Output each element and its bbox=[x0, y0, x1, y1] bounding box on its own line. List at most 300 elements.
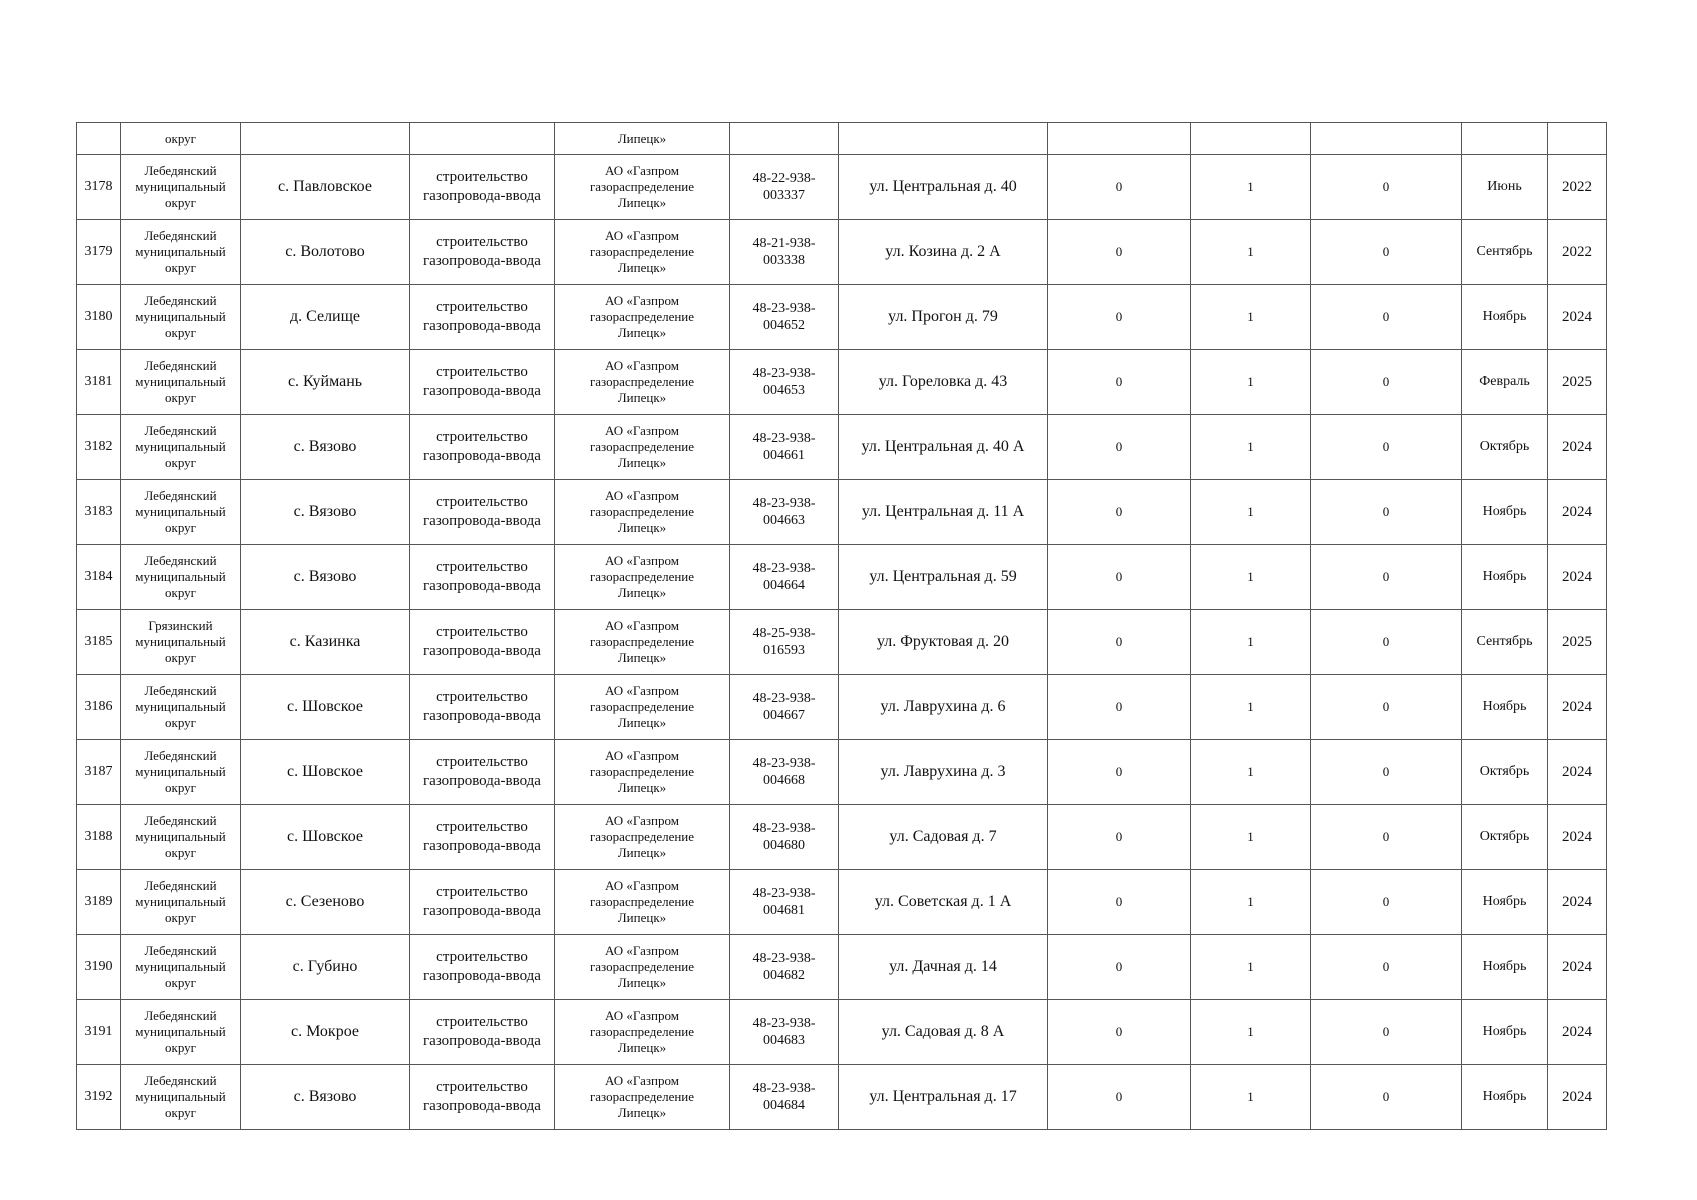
cell-code bbox=[730, 935, 839, 1000]
v2-text: 1 bbox=[1247, 634, 1254, 649]
cell-locality bbox=[241, 1065, 410, 1130]
code-text: 48-23-938- 004684 bbox=[752, 1081, 816, 1113]
table-row bbox=[77, 350, 1607, 415]
cell-locality bbox=[241, 220, 410, 285]
v3-text: 0 bbox=[1382, 504, 1390, 519]
cell-num bbox=[77, 285, 121, 350]
cell-locality bbox=[241, 480, 410, 545]
organization-text: АО «Газпром газораспределение Липецк» bbox=[589, 228, 695, 275]
v2-text: 1 bbox=[1247, 179, 1254, 194]
cell-code bbox=[730, 123, 839, 155]
address-text: ул. Советская д. 1 А bbox=[874, 893, 1012, 910]
work-text: строительство газопровода-ввода bbox=[423, 949, 541, 984]
cell-district bbox=[121, 610, 241, 675]
cell-address bbox=[839, 935, 1048, 1000]
cell-district bbox=[121, 1000, 241, 1065]
organization-text: АО «Газпром газораспределение Липецк» bbox=[589, 1073, 695, 1120]
cell-district bbox=[121, 415, 241, 480]
table-row bbox=[77, 870, 1607, 935]
district-text: Лебедянский муниципальный округ bbox=[135, 293, 226, 340]
cell-v1 bbox=[1048, 480, 1191, 545]
cell-locality bbox=[241, 870, 410, 935]
cell-year bbox=[1548, 870, 1607, 935]
cell-work bbox=[410, 805, 555, 870]
num-text: 3188 bbox=[84, 829, 113, 844]
cell-address bbox=[839, 545, 1048, 610]
year-text: 2025 bbox=[1562, 373, 1592, 390]
cell-year bbox=[1548, 1000, 1607, 1065]
cell-month bbox=[1462, 935, 1548, 1000]
cell-organization bbox=[555, 1065, 730, 1130]
organization-text: АО «Газпром газораспределение Липецк» bbox=[589, 1008, 695, 1055]
cell-num bbox=[77, 123, 121, 155]
cell-v2 bbox=[1191, 1065, 1311, 1130]
cell-month bbox=[1462, 350, 1548, 415]
v3-text: 0 bbox=[1382, 634, 1390, 649]
cell-work bbox=[410, 870, 555, 935]
locality-text: с. Вязово bbox=[293, 438, 357, 455]
cell-v3 bbox=[1311, 935, 1462, 1000]
district-text: Лебедянский муниципальный округ bbox=[135, 813, 226, 860]
cell-year bbox=[1548, 1065, 1607, 1130]
work-text: строительство газопровода-ввода bbox=[423, 689, 541, 724]
v2-text: 1 bbox=[1247, 569, 1254, 584]
code-text: 48-23-938- 004680 bbox=[752, 821, 816, 853]
cell-v1 bbox=[1048, 123, 1191, 155]
v3-text: 0 bbox=[1382, 699, 1390, 714]
v2-text: 1 bbox=[1247, 699, 1254, 714]
cell-num bbox=[77, 740, 121, 805]
cell-v2 bbox=[1191, 415, 1311, 480]
locality-text: с. Вязово bbox=[293, 568, 357, 585]
cell-code bbox=[730, 610, 839, 675]
v1-text: 0 bbox=[1115, 1024, 1123, 1039]
locality-text: с. Вязово bbox=[293, 503, 357, 520]
year-text: 2024 bbox=[1562, 763, 1592, 780]
cell-year bbox=[1548, 675, 1607, 740]
year-text: 2025 bbox=[1562, 633, 1592, 650]
work-text: строительство газопровода-ввода bbox=[423, 559, 541, 594]
cell-code bbox=[730, 675, 839, 740]
address-text: ул. Центральная д. 40 А bbox=[861, 438, 1025, 455]
num-text: 3179 bbox=[84, 244, 113, 259]
cell-work bbox=[410, 123, 555, 155]
v3-text: 0 bbox=[1382, 569, 1390, 584]
cell-code bbox=[730, 870, 839, 935]
code-text: 48-23-938- 004661 bbox=[752, 431, 816, 463]
cell-organization bbox=[555, 740, 730, 805]
cell-year bbox=[1548, 155, 1607, 220]
code-text: 48-23-938- 004667 bbox=[752, 691, 816, 723]
month-text: Октябрь bbox=[1479, 439, 1530, 454]
organization-text: АО «Газпром газораспределение Липецк» bbox=[589, 748, 695, 795]
organization-text: АО «Газпром газораспределение Липецк» bbox=[589, 618, 695, 665]
cell-v3 bbox=[1311, 870, 1462, 935]
year-text: 2024 bbox=[1562, 438, 1592, 455]
month-text: Ноябрь bbox=[1482, 1024, 1527, 1039]
address-text: ул. Лаврухина д. 3 bbox=[880, 763, 1006, 780]
cell-organization bbox=[555, 1000, 730, 1065]
organization-text: АО «Газпром газораспределение Липецк» bbox=[589, 293, 695, 340]
code-text: 48-23-938- 004663 bbox=[752, 496, 816, 528]
cell-work bbox=[410, 480, 555, 545]
cell-month bbox=[1462, 1000, 1548, 1065]
cell-month bbox=[1462, 1065, 1548, 1130]
cell-work bbox=[410, 675, 555, 740]
organization-text: АО «Газпром газораспределение Липецк» bbox=[589, 163, 695, 210]
cell-work bbox=[410, 1065, 555, 1130]
num-text: 3185 bbox=[84, 634, 113, 649]
v3-text: 0 bbox=[1382, 1024, 1390, 1039]
continuation-row bbox=[77, 123, 1607, 155]
cell-locality bbox=[241, 805, 410, 870]
cell-locality bbox=[241, 610, 410, 675]
v3-text: 0 bbox=[1382, 244, 1390, 259]
cell-district bbox=[121, 480, 241, 545]
cell-address bbox=[839, 155, 1048, 220]
cell-organization: Липецк» bbox=[555, 123, 730, 155]
cell-num bbox=[77, 220, 121, 285]
code-text: 48-23-938- 004681 bbox=[752, 886, 816, 918]
cell-district bbox=[121, 350, 241, 415]
cell-district: округ bbox=[121, 123, 241, 155]
cell-month bbox=[1462, 155, 1548, 220]
cell-v3 bbox=[1311, 350, 1462, 415]
code-text: 48-25-938- 016593 bbox=[752, 626, 816, 658]
cell-district bbox=[121, 285, 241, 350]
cell-district bbox=[121, 675, 241, 740]
address-text: ул. Прогон д. 79 bbox=[888, 308, 998, 325]
district-text: Грязинский муниципальный округ bbox=[135, 618, 226, 665]
locality-text: с. Губино bbox=[292, 958, 358, 975]
cell-num bbox=[77, 675, 121, 740]
locality-text: с. Павловское bbox=[278, 178, 372, 195]
v1-text: 0 bbox=[1115, 1089, 1123, 1104]
address-text: ул. Центральная д. 17 bbox=[869, 1088, 1017, 1105]
cell-num bbox=[77, 1000, 121, 1065]
cell-code bbox=[730, 350, 839, 415]
cell-year bbox=[1548, 350, 1607, 415]
year-text: 2024 bbox=[1562, 1023, 1592, 1040]
code-text: 48-22-938- 003337 bbox=[752, 171, 816, 203]
table-row bbox=[77, 1000, 1607, 1065]
num-text: 3192 bbox=[84, 1089, 113, 1104]
locality-text: с. Шовское bbox=[286, 763, 364, 780]
code-text: 48-23-938- 004652 bbox=[752, 301, 816, 333]
locality-text: с. Сезеново bbox=[285, 893, 365, 910]
cell-address bbox=[839, 350, 1048, 415]
cell-year bbox=[1548, 935, 1607, 1000]
v2-text: 1 bbox=[1247, 309, 1254, 324]
cell-v1 bbox=[1048, 350, 1191, 415]
cell-locality bbox=[241, 350, 410, 415]
month-text: Октябрь bbox=[1479, 764, 1530, 779]
address-text: ул. Центральная д. 59 bbox=[869, 568, 1017, 585]
table-row bbox=[77, 805, 1607, 870]
v2-text: 1 bbox=[1247, 244, 1254, 259]
cell-code bbox=[730, 415, 839, 480]
table-row bbox=[77, 220, 1607, 285]
cell-organization bbox=[555, 935, 730, 1000]
code-text: 48-23-938- 004668 bbox=[752, 756, 816, 788]
address-text: ул. Садовая д. 8 А bbox=[881, 1023, 1005, 1040]
cell-v2 bbox=[1191, 935, 1311, 1000]
num-text: 3182 bbox=[84, 439, 113, 454]
cell-locality bbox=[241, 123, 410, 155]
v1-text: 0 bbox=[1115, 179, 1123, 194]
cell-organization bbox=[555, 350, 730, 415]
cell-district bbox=[121, 870, 241, 935]
locality-text: с. Мокрое bbox=[291, 1023, 359, 1040]
num-text: 3183 bbox=[84, 504, 113, 519]
cell-v1 bbox=[1048, 740, 1191, 805]
cell-month bbox=[1462, 545, 1548, 610]
cell-organization bbox=[555, 675, 730, 740]
num-text: 3187 bbox=[84, 764, 113, 779]
address-text: ул. Центральная д. 40 bbox=[869, 178, 1017, 195]
cell-v3 bbox=[1311, 1000, 1462, 1065]
work-text: строительство газопровода-ввода bbox=[423, 494, 541, 529]
v1-text: 0 bbox=[1115, 309, 1123, 324]
month-text: Сентябрь bbox=[1476, 244, 1533, 259]
cell-v3 bbox=[1311, 610, 1462, 675]
cell-num bbox=[77, 805, 121, 870]
cell-v2 bbox=[1191, 480, 1311, 545]
locality-text: с. Волотово bbox=[285, 243, 365, 260]
num-text: 3190 bbox=[84, 959, 113, 974]
cell-locality bbox=[241, 545, 410, 610]
cell-code bbox=[730, 285, 839, 350]
cell-address bbox=[839, 805, 1048, 870]
cell-address bbox=[839, 285, 1048, 350]
cell-work bbox=[410, 155, 555, 220]
cell-locality bbox=[241, 740, 410, 805]
year-text: 2024 bbox=[1562, 828, 1592, 845]
cell-organization bbox=[555, 545, 730, 610]
organization-text: АО «Газпром газораспределение Липецк» bbox=[589, 813, 695, 860]
v1-text: 0 bbox=[1115, 959, 1123, 974]
cell-month bbox=[1462, 805, 1548, 870]
cell-year bbox=[1548, 545, 1607, 610]
month-text: Ноябрь bbox=[1482, 1089, 1527, 1104]
cell-num bbox=[77, 415, 121, 480]
cell-v1 bbox=[1048, 1065, 1191, 1130]
locality-text: с. Шовское bbox=[286, 698, 364, 715]
cell-work bbox=[410, 285, 555, 350]
district-text: Лебедянский муниципальный округ bbox=[135, 683, 226, 730]
work-text: строительство газопровода-ввода bbox=[423, 234, 541, 269]
month-text: Февраль bbox=[1479, 374, 1530, 389]
table-row bbox=[77, 1065, 1607, 1130]
v1-text: 0 bbox=[1115, 829, 1123, 844]
v3-text: 0 bbox=[1382, 894, 1390, 909]
table-row bbox=[77, 610, 1607, 675]
cell-num bbox=[77, 1065, 121, 1130]
cell-month bbox=[1462, 123, 1548, 155]
cell-num bbox=[77, 545, 121, 610]
cell-district bbox=[121, 1065, 241, 1130]
cell-v1 bbox=[1048, 155, 1191, 220]
cell-address bbox=[839, 740, 1048, 805]
address-text: ул. Садовая д. 7 bbox=[889, 828, 997, 845]
cell-address bbox=[839, 610, 1048, 675]
table-row bbox=[77, 415, 1607, 480]
cell-month bbox=[1462, 415, 1548, 480]
address-text: ул. Гореловка д. 43 bbox=[878, 373, 1008, 390]
cell-v2 bbox=[1191, 220, 1311, 285]
v1-text: 0 bbox=[1115, 569, 1123, 584]
table-row bbox=[77, 285, 1607, 350]
v2-text: 1 bbox=[1247, 1089, 1254, 1104]
table-row bbox=[77, 935, 1607, 1000]
v2-text: 1 bbox=[1247, 829, 1254, 844]
num-text: 3181 bbox=[84, 374, 113, 389]
work-text: строительство газопровода-ввода bbox=[423, 624, 541, 659]
table-row bbox=[77, 740, 1607, 805]
cell-organization bbox=[555, 415, 730, 480]
year-text: 2022 bbox=[1562, 243, 1592, 260]
cell-v3 bbox=[1311, 675, 1462, 740]
cell-locality bbox=[241, 1000, 410, 1065]
cell-work bbox=[410, 935, 555, 1000]
cell-v2 bbox=[1191, 610, 1311, 675]
month-text: Октябрь bbox=[1479, 829, 1530, 844]
cell-v1 bbox=[1048, 935, 1191, 1000]
v2-text: 1 bbox=[1247, 504, 1254, 519]
cell-month bbox=[1462, 870, 1548, 935]
table-row bbox=[77, 675, 1607, 740]
locality-text: с. Казинка bbox=[289, 633, 361, 650]
district-text: Лебедянский муниципальный округ bbox=[135, 553, 226, 600]
cell-locality bbox=[241, 415, 410, 480]
work-text: строительство газопровода-ввода bbox=[423, 754, 541, 789]
code-text: 48-23-938- 004653 bbox=[752, 366, 816, 398]
cell-code bbox=[730, 480, 839, 545]
district-text: Лебедянский муниципальный округ bbox=[135, 358, 226, 405]
cell-district bbox=[121, 155, 241, 220]
locality-text: д. Селище bbox=[289, 308, 361, 325]
district-text: Лебедянский муниципальный округ bbox=[135, 423, 226, 470]
cell-organization bbox=[555, 285, 730, 350]
cell-v2 bbox=[1191, 1000, 1311, 1065]
work-text: строительство газопровода-ввода bbox=[423, 819, 541, 854]
cell-year bbox=[1548, 123, 1607, 155]
cell-v1 bbox=[1048, 675, 1191, 740]
cell-locality bbox=[241, 285, 410, 350]
address-text: ул. Фруктовая д. 20 bbox=[877, 633, 1009, 650]
cell-v3 bbox=[1311, 123, 1462, 155]
year-text: 2022 bbox=[1562, 178, 1592, 195]
cell-v2 bbox=[1191, 675, 1311, 740]
address-text: ул. Центральная д. 11 А bbox=[861, 503, 1025, 520]
cell-locality bbox=[241, 155, 410, 220]
month-text: Сентябрь bbox=[1476, 634, 1533, 649]
cell-v3 bbox=[1311, 1065, 1462, 1130]
cell-v1 bbox=[1048, 545, 1191, 610]
cell-v2 bbox=[1191, 285, 1311, 350]
cell-v3 bbox=[1311, 805, 1462, 870]
cell-num bbox=[77, 350, 121, 415]
cell-address bbox=[839, 123, 1048, 155]
cell-year bbox=[1548, 220, 1607, 285]
v1-text: 0 bbox=[1115, 634, 1123, 649]
cell-v2 bbox=[1191, 805, 1311, 870]
gas-connection-table bbox=[76, 122, 1607, 1130]
v3-text: 0 bbox=[1382, 179, 1390, 194]
v3-text: 0 bbox=[1382, 374, 1390, 389]
cell-v2 bbox=[1191, 740, 1311, 805]
table-row bbox=[77, 155, 1607, 220]
organization-text: АО «Газпром газораспределение Липецк» bbox=[589, 683, 695, 730]
cell-year bbox=[1548, 805, 1607, 870]
year-text: 2024 bbox=[1562, 893, 1592, 910]
locality-text: с. Вязово bbox=[293, 1088, 357, 1105]
v1-text: 0 bbox=[1115, 504, 1123, 519]
v3-text: 0 bbox=[1382, 439, 1390, 454]
work-text: строительство газопровода-ввода bbox=[423, 169, 541, 204]
v2-text: 1 bbox=[1247, 959, 1254, 974]
num-text: 3186 bbox=[84, 699, 113, 714]
code-text: 48-23-938- 004664 bbox=[752, 561, 816, 593]
v2-text: 1 bbox=[1247, 439, 1254, 454]
cell-locality bbox=[241, 935, 410, 1000]
cell-num bbox=[77, 480, 121, 545]
month-text: Ноябрь bbox=[1482, 959, 1527, 974]
organization-text: АО «Газпром газораспределение Липецк» bbox=[589, 488, 695, 535]
cell-v3 bbox=[1311, 740, 1462, 805]
cell-district bbox=[121, 935, 241, 1000]
cell-address bbox=[839, 870, 1048, 935]
v1-text: 0 bbox=[1115, 894, 1123, 909]
year-text: 2024 bbox=[1562, 503, 1592, 520]
cell-address bbox=[839, 675, 1048, 740]
cell-v2 bbox=[1191, 350, 1311, 415]
num-text: 3189 bbox=[84, 894, 113, 909]
v3-text: 0 bbox=[1382, 764, 1390, 779]
code-text: 48-23-938- 004682 bbox=[752, 951, 816, 983]
cell-month bbox=[1462, 740, 1548, 805]
cell-address bbox=[839, 220, 1048, 285]
cell-work bbox=[410, 545, 555, 610]
cell-work bbox=[410, 610, 555, 675]
cell-v3 bbox=[1311, 155, 1462, 220]
cell-v2 bbox=[1191, 123, 1311, 155]
cell-district bbox=[121, 740, 241, 805]
year-text: 2024 bbox=[1562, 958, 1592, 975]
year-text: 2024 bbox=[1562, 568, 1592, 585]
cell-v2 bbox=[1191, 545, 1311, 610]
cell-work bbox=[410, 220, 555, 285]
code-text: 48-23-938- 004683 bbox=[752, 1016, 816, 1048]
v1-text: 0 bbox=[1115, 374, 1123, 389]
cell-code bbox=[730, 155, 839, 220]
cell-num bbox=[77, 870, 121, 935]
table-row bbox=[77, 480, 1607, 545]
v1-text: 0 bbox=[1115, 439, 1123, 454]
address-text: ул. Козина д. 2 А bbox=[885, 243, 1001, 260]
cell-num bbox=[77, 155, 121, 220]
month-text: Ноябрь bbox=[1482, 699, 1527, 714]
cell-code bbox=[730, 1000, 839, 1065]
cell-year bbox=[1548, 285, 1607, 350]
v1-text: 0 bbox=[1115, 244, 1123, 259]
cell-year bbox=[1548, 740, 1607, 805]
v3-text: 0 bbox=[1382, 1089, 1390, 1104]
cell-year bbox=[1548, 480, 1607, 545]
num-text: 3184 bbox=[84, 569, 113, 584]
v3-text: 0 bbox=[1382, 959, 1390, 974]
cell-v3 bbox=[1311, 480, 1462, 545]
